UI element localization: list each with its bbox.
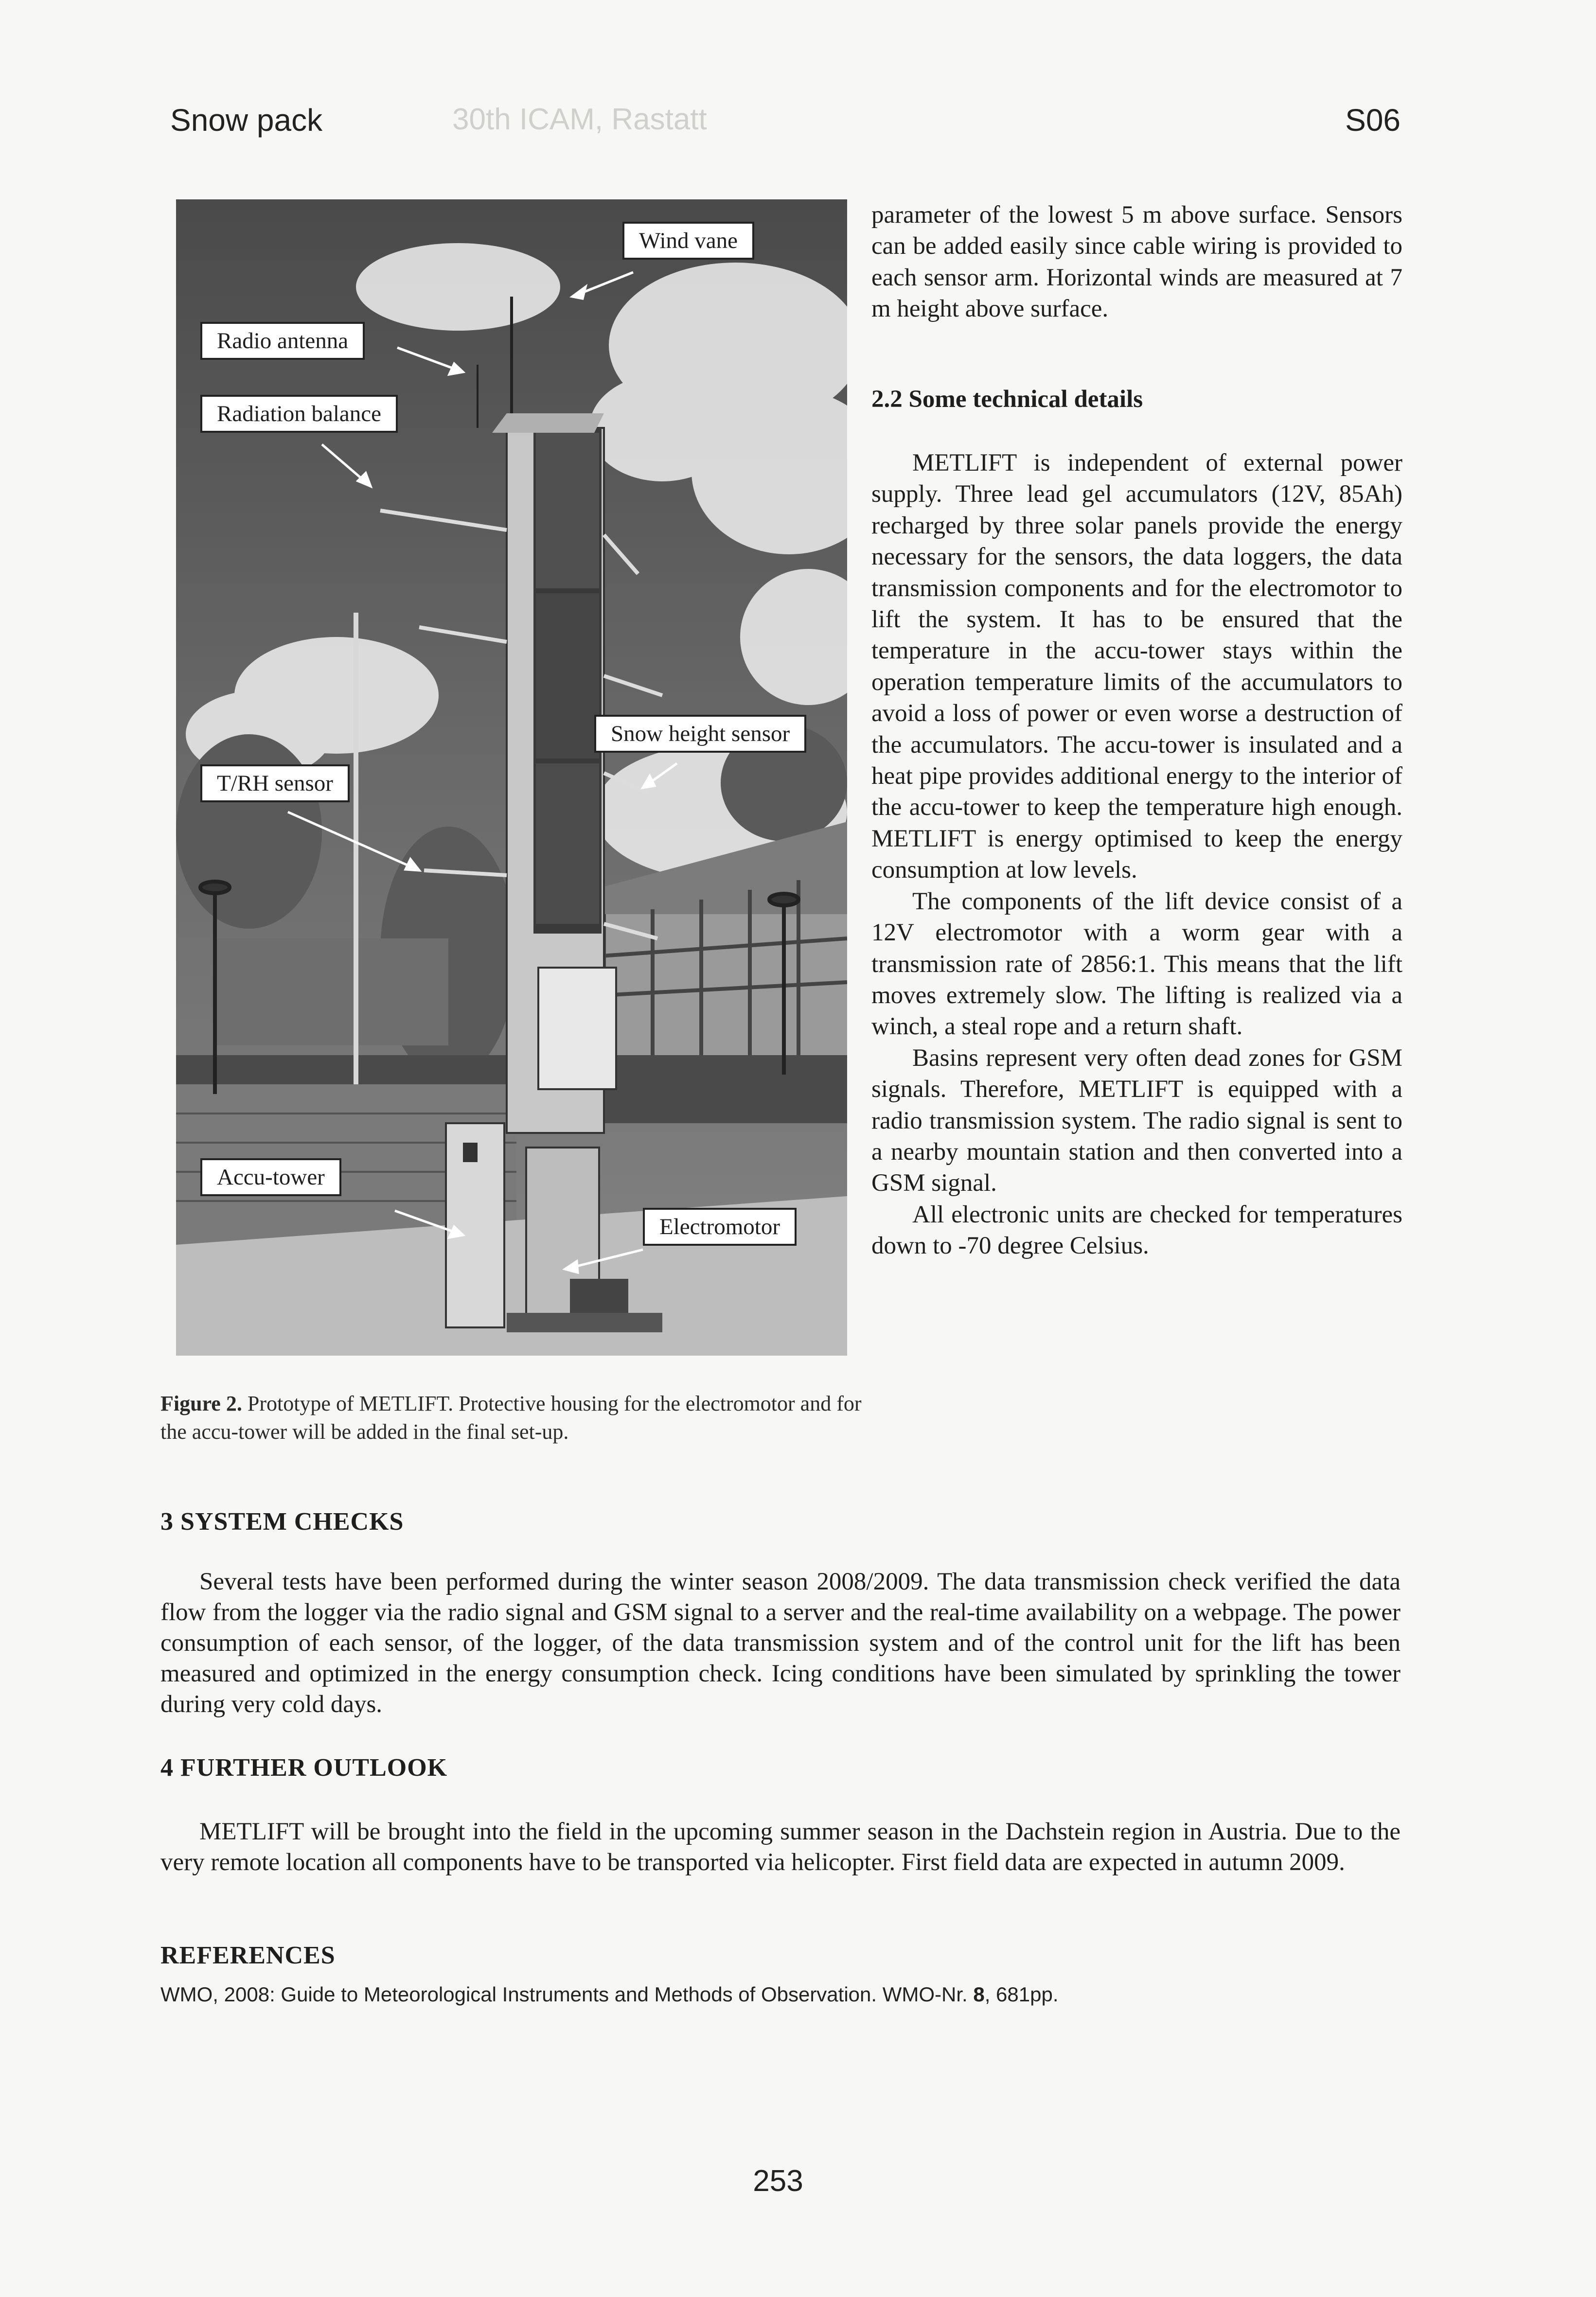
running-header-right: S06 bbox=[1345, 103, 1401, 138]
paragraph-temperature: All electronic units are checked for temperatures down to -70 degree Celsius. bbox=[871, 1201, 1402, 1260]
reference-pages: , 681pp. bbox=[984, 1983, 1059, 2006]
section-3-title: 3 SYSTEM CHECKS bbox=[160, 1508, 404, 1536]
caption-text: Prototype of METLIFT. Protective housing for the electromotor and for the accu-tower will be added in the final set-up. bbox=[160, 1392, 862, 1444]
paragraph-radio: Basins represent very often dead zones for GSM signals. Therefore, METLIFT is equipped with a radio transmission system. The radio signal is sent to a nearby mountain station and then converted into a GSM signal. bbox=[871, 1044, 1402, 1197]
section-3-body bbox=[160, 1567, 1401, 1720]
column-technical-details bbox=[871, 447, 1402, 1262]
column-intro bbox=[871, 199, 1402, 325]
references-title: REFERENCES bbox=[160, 1942, 336, 1969]
section-4-body bbox=[160, 1817, 1401, 1878]
paragraph-power: METLIFT is independent of external power supply. Three lead gel accumulators (12V, 85Ah) recharged by three solar panels provide the energy necessary for the sensors, the data loggers, the data transmission components and for the electromotor to lift the system. It has to be ensured that the temperature in the accu-tower stays within the operation temperature limits of the accumulators to avoid a loss of power or even worse a destruction of the accumulators. The accu-tower is insulated and a heat pipe provides additional energy to the interior of the accu-tower to keep the temperature high enough. METLIFT is energy optimised to keep the energy consumption at low levels. bbox=[871, 449, 1402, 884]
label-trh-sensor: T/RH sensor bbox=[200, 764, 350, 802]
section-4-paragraph: METLIFT will be brought into the field in the upcoming summer season in the Dachstein region in Austria. Due to the very remote location all components have to be transported via helicopter. First field data are expected in autumn 2009. bbox=[160, 1818, 1401, 1876]
label-accu-tower: Accu-tower bbox=[200, 1158, 341, 1196]
section-3-paragraph: Several tests have been performed during the winter season 2008/2009. The data transmission check verified the data flow from the logger via the radio signal and GSM signal to a server and the real-time availability on a webpage. The power consumption of each sensor, of the logger, of the data transmission system and of the control unit for the lift has been measured and optimized in the energy consumption check. Icing conditions have been simulated by sprinkling the tower during very cold days. bbox=[160, 1568, 1401, 1718]
page-number: 253 bbox=[753, 2164, 803, 2198]
reference-entry bbox=[160, 1983, 1059, 2006]
label-snow-height-sensor: Snow height sensor bbox=[594, 715, 806, 753]
reference-volume: 8 bbox=[973, 1983, 985, 2006]
caption-label: Figure 2. bbox=[160, 1392, 242, 1415]
paragraph-lift: The components of the lift device consist of a 12V electromotor with a worm gear with a transmission rate of 2856:1. This means that the lift moves extremely slow. The lifting is realized via a winch, a steal rope and a return shaft. bbox=[871, 887, 1402, 1041]
label-radio-antenna: Radio antenna bbox=[200, 322, 365, 360]
subsection-title: 2.2 Some technical details bbox=[871, 386, 1143, 413]
figure-metlift-photo bbox=[176, 199, 847, 1356]
running-header-left: Snow pack bbox=[170, 103, 323, 138]
section-4-title: 4 FURTHER OUTLOOK bbox=[160, 1754, 448, 1782]
show-through-ghost-text: 30th ICAM, Rastatt bbox=[452, 103, 707, 136]
figure-caption bbox=[160, 1390, 866, 1446]
label-radiation-balance: Radiation balance bbox=[200, 395, 398, 433]
label-electromotor: Electromotor bbox=[643, 1208, 797, 1246]
label-wind-vane: Wind vane bbox=[622, 222, 754, 260]
reference-text: WMO, 2008: Guide to Meteorological Instruments and Methods of Observation. WMO-Nr. bbox=[160, 1983, 974, 2006]
intro-paragraph: parameter of the lowest 5 m above surface. Sensors can be added easily since cable wiring is provided to each sensor arm. Horizontal winds are measured at 7 m height above surface. bbox=[871, 201, 1402, 323]
